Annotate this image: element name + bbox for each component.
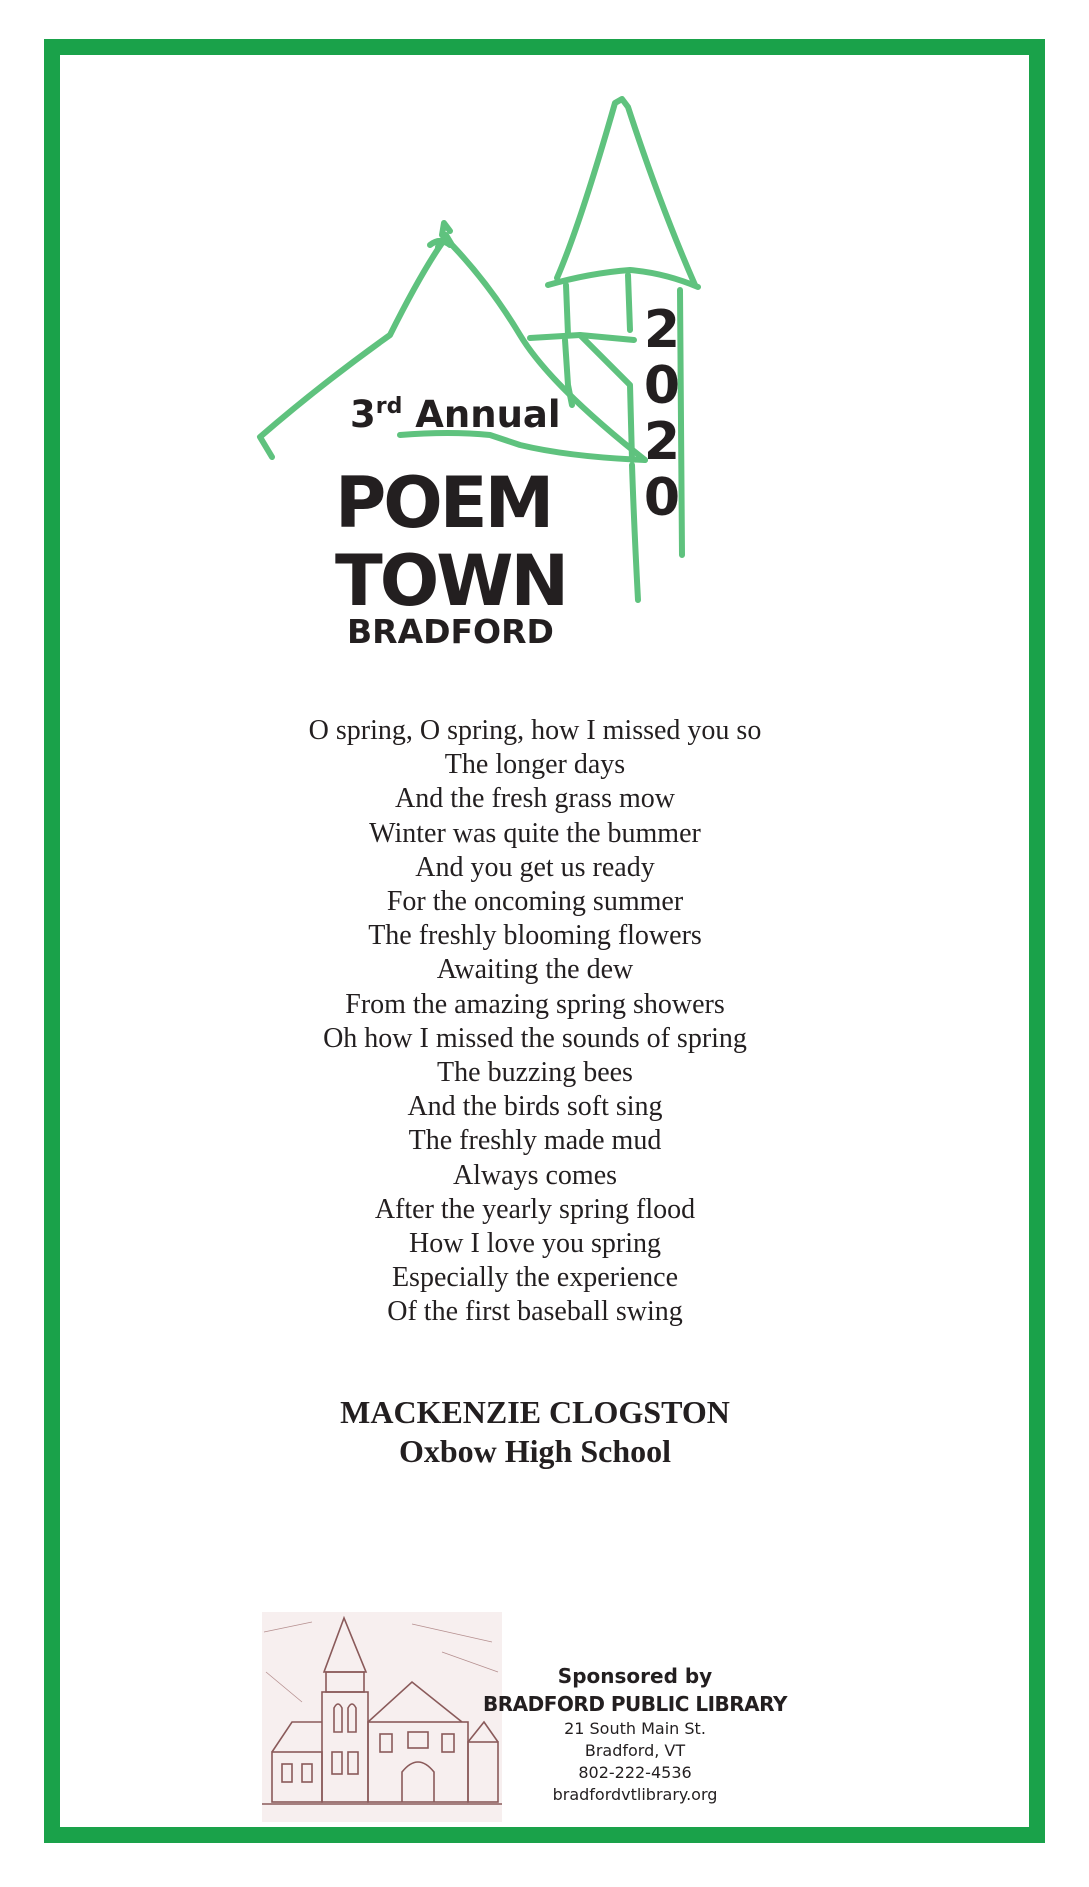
poem-line: How I love you spring [409,1228,661,1260]
annual-edition-label [350,393,561,436]
author-name: MACKENZIE CLOGSTON [340,1394,730,1430]
sponsor-block [475,1662,795,1806]
year-digit: 2 [643,300,681,360]
year-digit: 0 [643,468,681,528]
title-bradford: BRADFORD [347,612,554,651]
annual-number: 3 [350,393,376,436]
annual-suffix: rd [375,394,403,419]
annual-word: Annual [415,393,561,436]
poem-line: Always comes [452,1159,618,1191]
author-block [200,1393,870,1471]
poem-line: Of the first baseball swing [387,1296,683,1328]
library-building-icon [262,1612,502,1822]
poem-line: From the amazing spring showers [345,988,725,1020]
poem-line: For the oncoming summer [386,886,684,918]
poem-line: Especially the experience [391,1262,679,1294]
poem-line: And the fresh grass mow [395,783,675,815]
poem-line: O spring, O spring, how I missed you so [308,715,762,746]
sponsor-label: Sponsored by [557,1664,713,1688]
poem-text [200,714,870,1330]
sponsor-name: BRADFORD PUBLIC LIBRARY [483,1692,787,1716]
poem-line: The longer days [444,749,626,781]
poem-line: Winter was quite the bummer [369,817,701,849]
poem-line: The freshly blooming flowers [368,920,702,952]
poem-line: Oh how I missed the sounds of spring [323,1022,747,1054]
year-digit: 0 [643,356,681,416]
poem-line: Awaiting the dew [436,954,634,986]
sponsor-phone: 802-222-4536 [578,1763,692,1782]
year-vertical [640,302,684,526]
poem-line: And the birds soft sing [407,1091,663,1123]
poem-line: After the yearly spring flood [374,1193,696,1225]
poem-line: The buzzing bees [437,1057,633,1089]
year-digit: 2 [643,412,681,472]
sponsor-address: 21 South Main St. [564,1719,706,1738]
title-town: TOWN [335,540,567,622]
title-poem: POEM [335,462,552,544]
sponsor-website[interactable]: bradfordvtlibrary.org [552,1785,718,1804]
sponsor-city: Bradford, VT [584,1741,686,1760]
poem-line: The freshly made mud [408,1125,662,1157]
poem-line: And you get us ready [415,851,655,883]
author-school: Oxbow High School [398,1433,672,1469]
